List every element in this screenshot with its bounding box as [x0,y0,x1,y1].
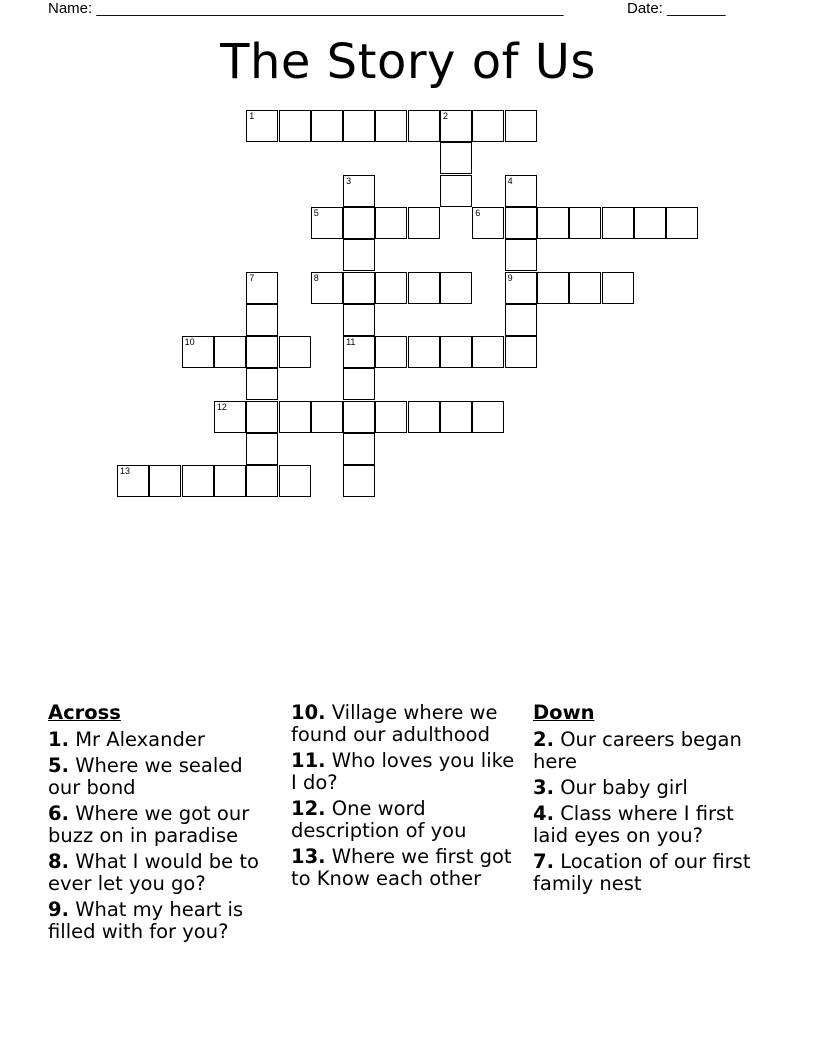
grid-cell[interactable] [311,110,343,142]
clue-across-10: 10. Village where we found our adulthood [291,701,498,746]
clue-across-13: 13. Where we first got to Know each other [291,845,512,890]
grid-cell[interactable] [375,336,407,368]
grid-cell[interactable] [246,304,278,336]
grid-cell[interactable] [343,465,375,497]
name-line: Name: ________________________________________________________ [48,0,564,17]
grid-cell[interactable] [440,401,472,433]
grid-cell[interactable] [375,110,407,142]
grid-cell[interactable] [472,336,504,368]
grid-cell[interactable] [537,207,569,239]
clue-down-3: 3. Our baby girl [533,776,688,799]
grid-cell[interactable] [214,465,246,497]
grid-cell[interactable] [375,207,407,239]
date-line: Date: _______ [627,0,726,17]
grid-cell[interactable] [375,272,407,304]
clue-number: 8 [313,272,319,283]
across-clues-column-2 [291,702,521,894]
grid-cell[interactable] [602,207,634,239]
grid-cell[interactable] [214,401,246,433]
grid-cell[interactable] [408,272,440,304]
grid-cell[interactable] [279,336,311,368]
grid-cell[interactable] [569,272,601,304]
puzzle-title: The Story of Us [220,34,596,90]
grid-cell[interactable] [246,336,278,368]
clue-number: 5 [313,207,319,218]
grid-cell[interactable] [246,401,278,433]
grid-cell[interactable] [375,401,407,433]
grid-cell[interactable] [311,207,343,239]
grid-cell[interactable] [634,207,666,239]
clue-number: 12 [216,401,227,412]
clue-across-6: 6. Where we got our buzz on in paradise [48,802,250,847]
clue-number: 11 [346,337,356,348]
clue-down-2: 2. Our careers began here [533,728,742,773]
grid-cell[interactable] [182,336,214,368]
grid-cell[interactable] [472,401,504,433]
down-clues-column [533,702,763,899]
grid-cell[interactable] [343,401,375,433]
grid-cell[interactable] [343,368,375,400]
grid-cell[interactable] [343,239,375,271]
clue-number: 4 [507,175,513,186]
grid-cell[interactable] [408,110,440,142]
grid-cell[interactable] [246,272,278,304]
grid-cell[interactable] [246,110,278,142]
grid-cell[interactable] [117,465,149,497]
clue-number: 10 [184,337,195,348]
grid-cell[interactable] [440,175,472,207]
grid-cell[interactable] [505,304,537,336]
grid-cell[interactable] [343,304,375,336]
clue-number: 6 [475,207,481,218]
grid-cell[interactable] [505,110,537,142]
across-heading: Across [48,701,121,724]
grid-cell[interactable] [343,175,375,207]
clue-number: 3 [346,175,352,186]
grid-cell[interactable] [440,336,472,368]
grid-cell[interactable] [343,207,375,239]
grid-cell[interactable] [537,272,569,304]
grid-cell[interactable] [505,272,537,304]
grid-cell[interactable] [472,207,504,239]
grid-cell[interactable] [279,465,311,497]
crossword-grid [0,0,816,520]
grid-cell[interactable] [666,207,698,239]
grid-cell[interactable] [408,401,440,433]
clue-across-11: 11. Who loves you like I do? [291,749,515,794]
grid-cell[interactable] [182,465,214,497]
clue-across-9: 9. What my heart is filled with for you? [48,898,244,943]
clue-down-4: 4. Class where I first laid eyes on you? [533,802,734,847]
clue-number: 2 [443,111,449,121]
grid-cell[interactable] [279,401,311,433]
grid-cell[interactable] [311,272,343,304]
clue-across-12: 12. One word description of you [291,797,467,842]
grid-cell[interactable] [343,272,375,304]
clue-across-8: 8. What I would be to ever let you go? [48,850,259,895]
clue-number: 1 [249,111,255,121]
clue-number: 9 [507,272,513,283]
across-clues-column-1 [48,702,278,947]
clue-down-7: 7. Location of our first family nest [533,850,751,895]
grid-cell[interactable] [505,239,537,271]
grid-cell[interactable] [343,336,375,368]
grid-cell[interactable] [149,465,181,497]
grid-cell[interactable] [246,368,278,400]
grid-cell[interactable] [214,336,246,368]
grid-cell[interactable] [440,272,472,304]
grid-cell[interactable] [279,110,311,142]
grid-cell[interactable] [408,207,440,239]
clue-across-1: 1. Mr Alexander [48,728,205,751]
clue-number: 7 [249,272,255,283]
grid-cell[interactable] [246,465,278,497]
clue-across-5: 5. Where we sealed our bond [48,754,243,799]
grid-cell[interactable] [505,175,537,207]
grid-cell[interactable] [505,336,537,368]
grid-cell[interactable] [440,142,472,174]
grid-cell[interactable] [505,207,537,239]
grid-cell[interactable] [602,272,634,304]
grid-cell[interactable] [343,433,375,465]
grid-cell[interactable] [246,433,278,465]
grid-cell[interactable] [569,207,601,239]
grid-cell[interactable] [311,401,343,433]
grid-cell[interactable] [472,110,504,142]
grid-cell[interactable] [440,110,472,142]
grid-cell[interactable] [408,336,440,368]
grid-cell[interactable] [343,110,375,142]
down-heading: Down [533,701,595,724]
clue-number: 13 [120,466,131,477]
